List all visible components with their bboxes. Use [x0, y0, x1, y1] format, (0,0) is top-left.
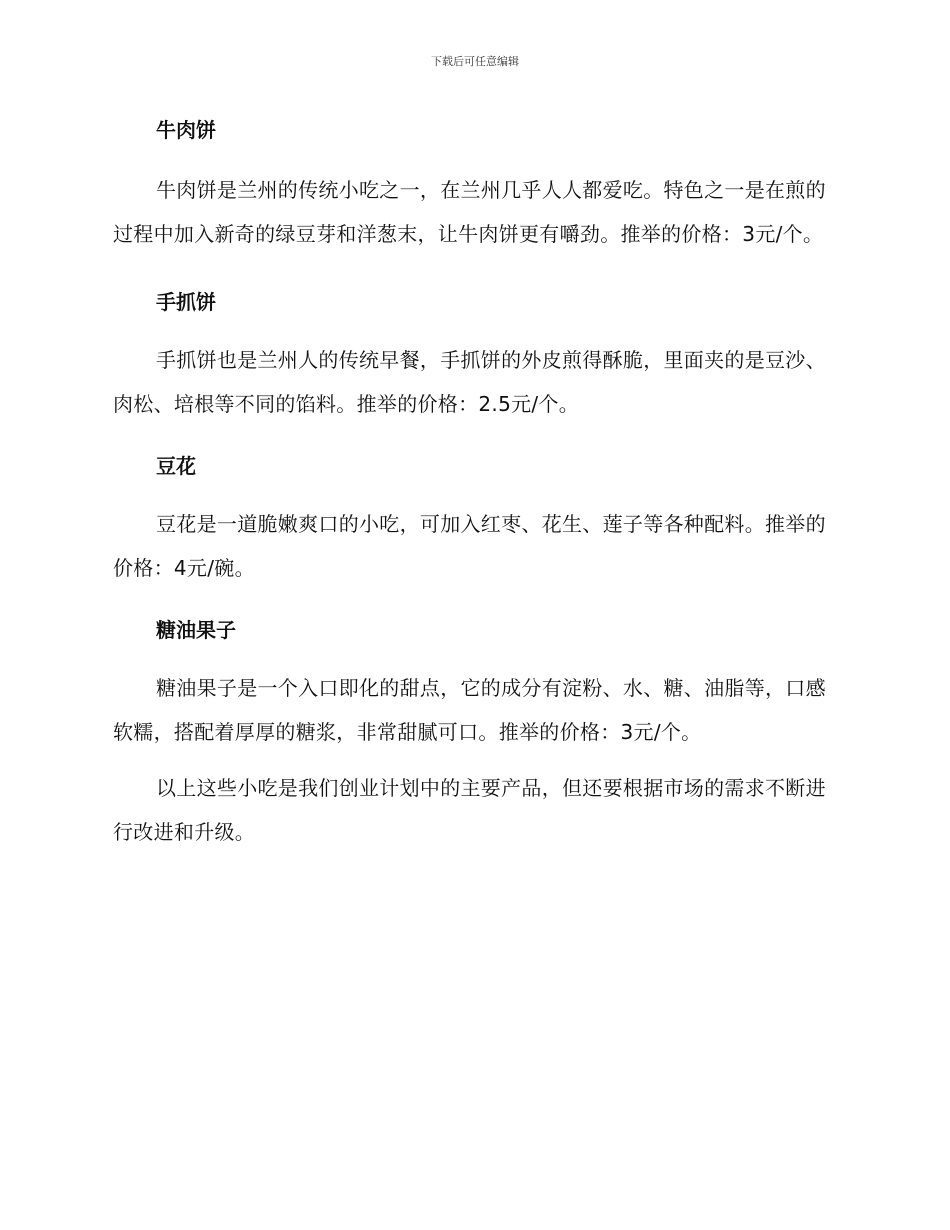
section-title-hand-pancake: 手抓饼 — [156, 290, 216, 314]
section-title-tofu-pudding: 豆花 — [156, 454, 196, 478]
closing-paragraph: 以上这些小吃是我们创业计划中的主要产品，但还要根据市场的需求不断进行改进和升级。 — [113, 776, 826, 844]
section-text-hand-pancake: 手抓饼也是兰州人的传统早餐，手抓饼的外皮煎得酥脆，里面夹的是豆沙、肉松、培根等不同的馅料。推举的价格：2.5元/个。 — [113, 348, 826, 416]
page-header-note: 下载后可任意编辑 — [431, 55, 519, 68]
section-text-sugar-oil-fritter: 糖油果子是一个入口即化的甜点，它的成分有淀粉、水、糖、油脂等，口感软糯，搭配着厚厚的糖浆，非常甜腻可口。推举的价格：3元/个。 — [113, 676, 826, 744]
section-title-beef-pie: 牛肉饼 — [156, 118, 216, 142]
section-text-beef-pie: 牛肉饼是兰州的传统小吃之一，在兰州几乎人人都爱吃。特色之一是在煎的过程中加入新奇的绿豆芽和洋葱末，让牛肉饼更有嚼劲。推举的价格：3元/个。 — [113, 178, 826, 246]
section-text-tofu-pudding: 豆花是一道脆嫩爽口的小吃，可加入红枣、花生、莲子等各种配料。推举的价格：4元/碗。 — [113, 512, 826, 580]
section-title-sugar-oil-fritter: 糖油果子 — [156, 618, 236, 642]
document-body — [113, 112, 833, 854]
